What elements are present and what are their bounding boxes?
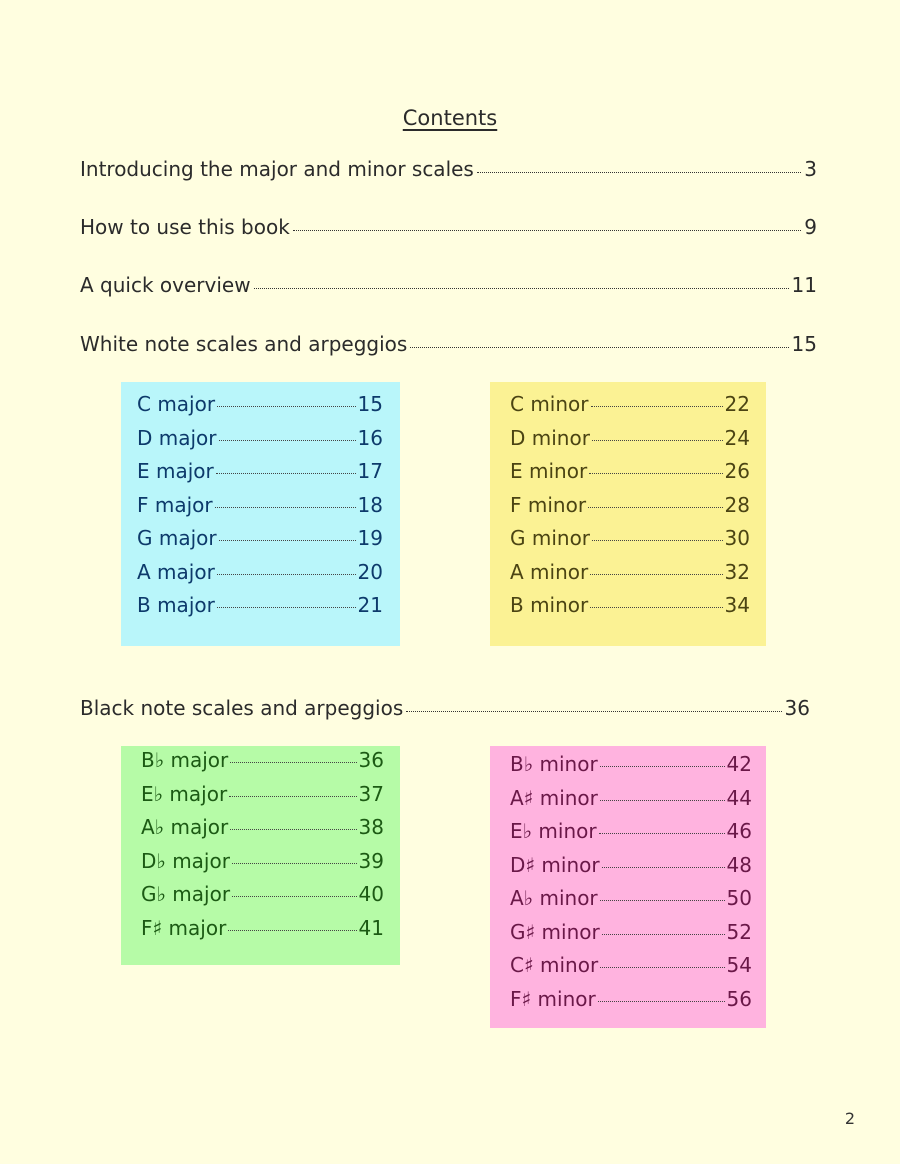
dot-leader bbox=[217, 406, 355, 407]
toc-entry-quick-overview[interactable] bbox=[80, 273, 817, 301]
subentry-label: D♭ major bbox=[141, 848, 230, 873]
toc-subentry[interactable] bbox=[510, 426, 750, 460]
subentry-page: 24 bbox=[724, 425, 750, 450]
dot-leader bbox=[228, 930, 356, 931]
dot-leader bbox=[293, 230, 801, 231]
dot-leader bbox=[600, 900, 725, 901]
subentry-page: 56 bbox=[726, 986, 752, 1011]
dot-leader bbox=[232, 863, 357, 864]
subentry-page: 36 bbox=[358, 748, 384, 772]
toc-subentry[interactable] bbox=[510, 920, 752, 954]
dot-leader bbox=[254, 288, 789, 289]
subentry-page: 44 bbox=[726, 785, 752, 810]
dot-leader bbox=[599, 833, 725, 834]
subentry-page: 54 bbox=[726, 953, 752, 977]
black-major-box bbox=[121, 746, 400, 965]
toc-subentry[interactable] bbox=[510, 560, 750, 594]
dot-leader bbox=[600, 800, 725, 801]
subentry-page: 42 bbox=[726, 752, 752, 776]
toc-subentry[interactable] bbox=[141, 748, 384, 782]
dot-leader bbox=[217, 607, 356, 608]
dot-leader bbox=[229, 796, 356, 797]
subentry-label: A♭ major bbox=[141, 815, 229, 839]
toc-subentry[interactable] bbox=[510, 392, 750, 426]
white-minor-box bbox=[490, 382, 766, 646]
toc-subentry[interactable] bbox=[510, 987, 752, 1021]
subentry-page: 18 bbox=[357, 492, 383, 517]
dot-leader bbox=[602, 934, 725, 935]
subentry-label: A minor bbox=[510, 559, 589, 584]
toc-entry-page: 11 bbox=[791, 273, 817, 297]
subentry-page: 52 bbox=[726, 919, 752, 944]
subentry-page: 26 bbox=[724, 459, 750, 483]
subentry-page: 40 bbox=[358, 882, 384, 906]
subentry-label: B♭ major bbox=[141, 748, 229, 772]
subentry-page: 21 bbox=[357, 593, 383, 617]
page-title: Contents bbox=[402, 106, 498, 130]
subentry-label: F♯ major bbox=[141, 915, 227, 940]
page-number: 2 bbox=[844, 1109, 855, 1128]
toc-entry-label: Black note scales and arpeggios bbox=[80, 696, 404, 720]
subentry-page: 46 bbox=[726, 819, 752, 843]
dot-leader bbox=[591, 406, 723, 407]
toc-subentry[interactable] bbox=[510, 493, 750, 527]
toc-entry-label: White note scales and arpeggios bbox=[80, 332, 408, 356]
dot-leader bbox=[230, 762, 356, 763]
dot-leader bbox=[477, 172, 801, 173]
toc-subentry[interactable] bbox=[141, 916, 384, 950]
toc-subentry[interactable] bbox=[137, 392, 383, 426]
subentry-page: 28 bbox=[724, 492, 750, 517]
dot-leader bbox=[589, 473, 722, 474]
toc-entry-white-note[interactable] bbox=[80, 332, 817, 360]
toc-entry-page: 9 bbox=[804, 215, 817, 239]
toc-entry-how-to-use[interactable] bbox=[80, 215, 817, 243]
subentry-page: 50 bbox=[726, 886, 752, 910]
subentry-label: B major bbox=[137, 593, 215, 617]
subentry-label: F♯ minor bbox=[510, 986, 596, 1011]
toc-entry-page: 3 bbox=[804, 157, 817, 181]
subentry-page: 37 bbox=[358, 781, 384, 806]
subentry-label: D major bbox=[137, 425, 217, 450]
dot-leader bbox=[215, 507, 356, 508]
toc-entry-label: Introducing the major and minor scales bbox=[80, 157, 474, 181]
subentry-label: G♯ minor bbox=[510, 919, 600, 944]
dot-leader bbox=[600, 766, 725, 767]
subentry-label: G minor bbox=[510, 526, 591, 550]
subentry-page: 22 bbox=[724, 392, 750, 416]
dot-leader bbox=[588, 507, 723, 508]
dot-leader bbox=[598, 1001, 725, 1002]
toc-entry-label: A quick overview bbox=[80, 273, 251, 297]
dot-leader bbox=[219, 540, 356, 541]
subentry-page: 39 bbox=[358, 848, 384, 873]
toc-subentry[interactable] bbox=[510, 853, 752, 887]
dot-leader bbox=[217, 574, 356, 575]
dot-leader bbox=[590, 574, 722, 575]
subentry-label: A♭ minor bbox=[510, 886, 598, 910]
subentry-label: G♭ major bbox=[141, 882, 231, 906]
toc-subentry[interactable] bbox=[510, 786, 752, 820]
dot-leader bbox=[216, 473, 356, 474]
toc-entry-introducing[interactable] bbox=[80, 157, 817, 185]
toc-subentry[interactable] bbox=[510, 459, 750, 493]
subentry-label: E♭ major bbox=[141, 781, 228, 806]
subentry-label: C minor bbox=[510, 392, 589, 416]
toc-subentry[interactable] bbox=[137, 459, 383, 493]
dot-leader bbox=[232, 896, 357, 897]
toc-subentry[interactable] bbox=[137, 593, 383, 627]
toc-subentry[interactable] bbox=[137, 493, 383, 527]
subentry-label: E major bbox=[137, 459, 214, 483]
toc-subentry[interactable] bbox=[141, 782, 384, 816]
subentry-label: E♭ minor bbox=[510, 819, 597, 843]
subentry-label: F major bbox=[137, 492, 213, 517]
toc-entry-label: How to use this book bbox=[80, 215, 290, 239]
subentry-label: C♯ minor bbox=[510, 953, 599, 977]
toc-subentry[interactable] bbox=[510, 819, 752, 853]
toc-subentry[interactable] bbox=[141, 815, 384, 849]
subentry-label: B♭ minor bbox=[510, 752, 598, 776]
black-minor-box bbox=[490, 746, 766, 1028]
toc-subentry[interactable] bbox=[137, 560, 383, 594]
subentry-page: 17 bbox=[357, 459, 383, 483]
white-major-box bbox=[121, 382, 400, 646]
toc-subentry[interactable] bbox=[510, 886, 752, 920]
dot-leader bbox=[230, 829, 356, 830]
toc-entry-page: 15 bbox=[791, 332, 817, 356]
toc-subentry[interactable] bbox=[137, 526, 383, 560]
subentry-page: 30 bbox=[724, 526, 750, 550]
dot-leader bbox=[602, 867, 725, 868]
subentry-page: 38 bbox=[358, 815, 384, 839]
subentry-page: 34 bbox=[724, 593, 750, 617]
subentry-page: 48 bbox=[726, 852, 752, 877]
dot-leader bbox=[592, 540, 723, 541]
toc-subentry[interactable] bbox=[137, 426, 383, 460]
dot-leader bbox=[592, 440, 723, 441]
subentry-label: G major bbox=[137, 526, 217, 550]
dot-leader bbox=[219, 440, 356, 441]
subentry-label: F minor bbox=[510, 492, 587, 517]
subentry-page: 20 bbox=[357, 559, 383, 584]
subentry-page: 41 bbox=[358, 915, 384, 940]
toc-subentry[interactable] bbox=[510, 953, 752, 987]
subentry-page: 15 bbox=[357, 392, 383, 416]
subentry-label: A♯ minor bbox=[510, 785, 598, 810]
subentry-label: E minor bbox=[510, 459, 588, 483]
subentry-page: 19 bbox=[357, 526, 383, 550]
subentry-label: C major bbox=[137, 392, 216, 416]
subentry-label: D minor bbox=[510, 425, 590, 450]
dot-leader bbox=[600, 967, 724, 968]
subentry-label: D♯ minor bbox=[510, 852, 600, 877]
toc-subentry[interactable] bbox=[141, 849, 384, 883]
subentry-page: 16 bbox=[357, 425, 383, 450]
toc-subentry[interactable] bbox=[510, 526, 750, 560]
dot-leader bbox=[590, 607, 722, 608]
dot-leader bbox=[410, 347, 788, 348]
toc-entry-black-note[interactable] bbox=[80, 696, 810, 724]
subentry-label: B minor bbox=[510, 593, 589, 617]
toc-subentry[interactable] bbox=[510, 752, 752, 786]
toc-subentry[interactable] bbox=[141, 882, 384, 916]
dot-leader bbox=[406, 711, 781, 712]
toc-subentry[interactable] bbox=[510, 593, 750, 627]
toc-entry-page: 36 bbox=[784, 696, 810, 720]
subentry-label: A major bbox=[137, 559, 215, 584]
subentry-page: 32 bbox=[724, 559, 750, 584]
